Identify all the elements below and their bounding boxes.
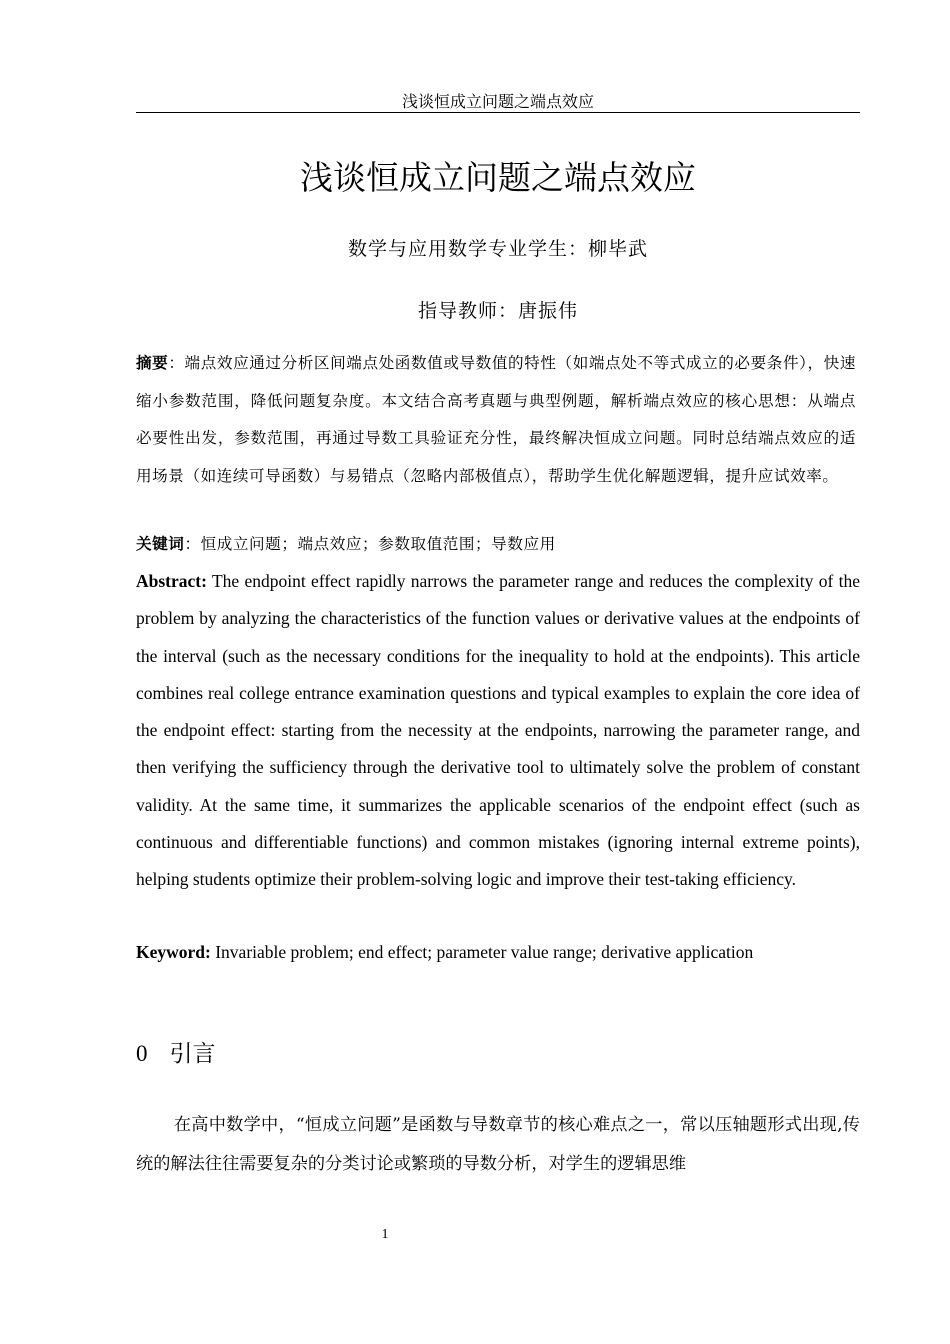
abstract-en-label: Abstract: <box>136 571 207 591</box>
section-heading-introduction <box>136 1036 216 1072</box>
keywords-cn-text: 恒成立问题；端点效应；参数取值范围；导数应用 <box>200 535 556 553</box>
header-rule <box>136 112 860 113</box>
author-line: 数学与应用数学专业学生：柳毕武 <box>347 238 648 260</box>
abstract-cn <box>136 344 856 495</box>
keywords-cn-separator: ： <box>184 535 201 553</box>
keywords-cn <box>136 528 860 560</box>
abstract-en-text: The endpoint effect rapidly narrows the parameter range and reduces the complexity of the problem by analyzing the characteristics of the function values or derivative values at the endpoints of the interval (such as the necessary conditions for the inequality to hold at the endpoints). This article combines real college entrance examination questions and typical examples to explain the core idea of the endpoint effect: starting from the necessity at the endpoints, narrowing the parameter range, and then verifying the sufficiency through the derivative tool to ultimately solve the problem of constant validity. At the same time, it summarizes the applicable scenarios of the endpoint effect (such as continuous and differentiable functions) and common mistakes (ignoring internal extreme points), helping students optimize their problem-solving logic and improve their test-taking efficiency. <box>136 571 861 890</box>
keywords-en <box>136 936 860 968</box>
keywords-en-text: Invariable problem; end effect; parameter value range; derivative application <box>215 942 754 962</box>
page-title: 浅谈恒成立问题之端点效应 <box>300 158 696 197</box>
abstract-cn-separator: ： <box>168 354 185 372</box>
page-number: 1 <box>381 1227 389 1242</box>
section-number: 0 <box>136 1041 148 1066</box>
keywords-cn-label: 关键词 <box>136 534 185 553</box>
abstract-cn-text: 端点效应通过分析区间端点处函数值或导数值的特性（如端点处不等式成立的必要条件），快速缩小参数范围，降低问题复杂度。本文结合高考真题与典型例题，解析端点效应的核心思想：从端点必要性出发，参数范围，再通过导数工具验证充分性，最终解决恒成立问题。同时总结端点效应的适用场景（如连续可导函数）与易错点（忽略内部极值点），帮助学生优化解题逻辑，提升应试效率。 <box>136 354 856 485</box>
running-header: 浅谈恒成立问题之端点效应 <box>401 92 594 111</box>
advisor-line: 指导教师：唐振伟 <box>417 300 578 322</box>
section-title: 引言 <box>169 1041 216 1067</box>
abstract-en <box>136 563 860 899</box>
abstract-cn-label: 摘要 <box>136 353 169 372</box>
keywords-en-label: Keyword: <box>136 942 211 962</box>
intro-paragraph: 在高中数学中，“恒成立问题”是函数与导数章节的核心难点之一，常以压轴题形式出现,传统的解法往往需要复杂的分类讨论或繁琐的导数分析，对学生的逻辑思维 <box>136 1115 860 1174</box>
